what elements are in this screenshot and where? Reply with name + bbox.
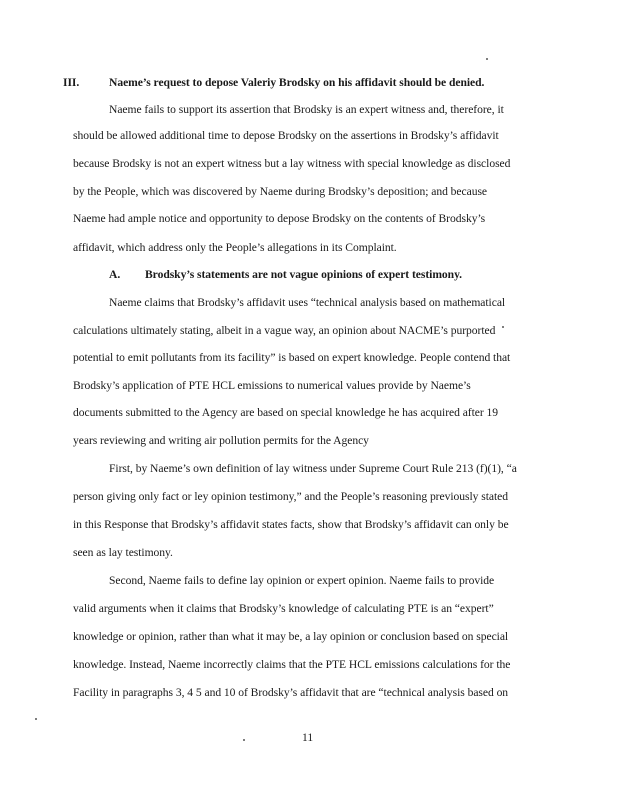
body-line: Second, Naeme fails to define lay opinion or expert opinion. Naeme fails to provide	[109, 574, 495, 587]
scan-speck	[502, 326, 504, 328]
subsection-letter: A.	[109, 268, 121, 281]
subsection-heading: Brodsky’s statements are not vague opinions of expert testimony.	[145, 268, 463, 281]
body-line: documents submitted to the Agency are based on special knowledge he has acquired after 19	[73, 406, 499, 419]
body-line: person giving only fact or ley opinion testimony,” and the People’s reasoning previously stated	[73, 490, 508, 503]
body-line: should be allowed additional time to depose Brodsky on the assertions in Brodsky’s affidavit	[73, 129, 499, 142]
body-line: valid arguments when it claims that Brodsky’s knowledge of calculating PTE is an “expert”	[73, 602, 494, 615]
scan-speck	[35, 718, 37, 720]
section-heading: Naeme’s request to depose Valeriy Brodsky on his affidavit should be denied.	[109, 76, 485, 89]
body-line: seen as lay testimony.	[73, 546, 173, 559]
body-line: by the People, which was discovered by Naeme during Brodsky’s deposition; and because	[73, 185, 487, 198]
body-line: Facility in paragraphs 3, 4 5 and 10 of Brodsky’s affidavit that are “technical analysis based on	[73, 686, 509, 699]
body-line: First, by Naeme’s own definition of lay witness under Supreme Court Rule 213 (f)(1), “a	[109, 462, 517, 475]
body-line: Naeme fails to support its assertion that Brodsky is an expert witness and, therefore, it	[109, 103, 504, 116]
section-number: III.	[63, 76, 80, 89]
scan-speck	[243, 739, 245, 741]
body-line: in this Response that Brodsky’s affidavit states facts, show that Brodsky’s affidavit can only be	[73, 518, 509, 531]
body-line: calculations ultimately stating, albeit in a vague way, an opinion about NACME’s purported	[73, 324, 496, 337]
scan-speck	[486, 58, 488, 60]
page-number: 11	[302, 731, 314, 744]
body-line: Naeme had ample notice and opportunity to depose Brodsky on the contents of Brodsky’s	[73, 212, 486, 225]
body-line: because Brodsky is not an expert witness but a lay witness with special knowledge as disclosed	[73, 157, 511, 170]
body-line: knowledge. Instead, Naeme incorrectly claims that the PTE HCL emissions calculations for the	[73, 658, 511, 671]
body-line: affidavit, which address only the People’s allegations in its Complaint.	[73, 241, 397, 254]
body-line: Naeme claims that Brodsky’s affidavit uses “technical analysis based on mathematical	[109, 296, 506, 309]
body-line: Brodsky’s application of PTE HCL emissions to numerical values provide by Naeme’s	[73, 379, 471, 392]
body-line: potential to emit pollutants from its facility” is based on expert knowledge. People contend that	[73, 351, 511, 364]
body-line: years reviewing and writing air pollution permits for the Agency	[73, 434, 369, 447]
body-line: knowledge or opinion, rather than what it may be, a lay opinion or conclusion based on special	[73, 630, 509, 643]
